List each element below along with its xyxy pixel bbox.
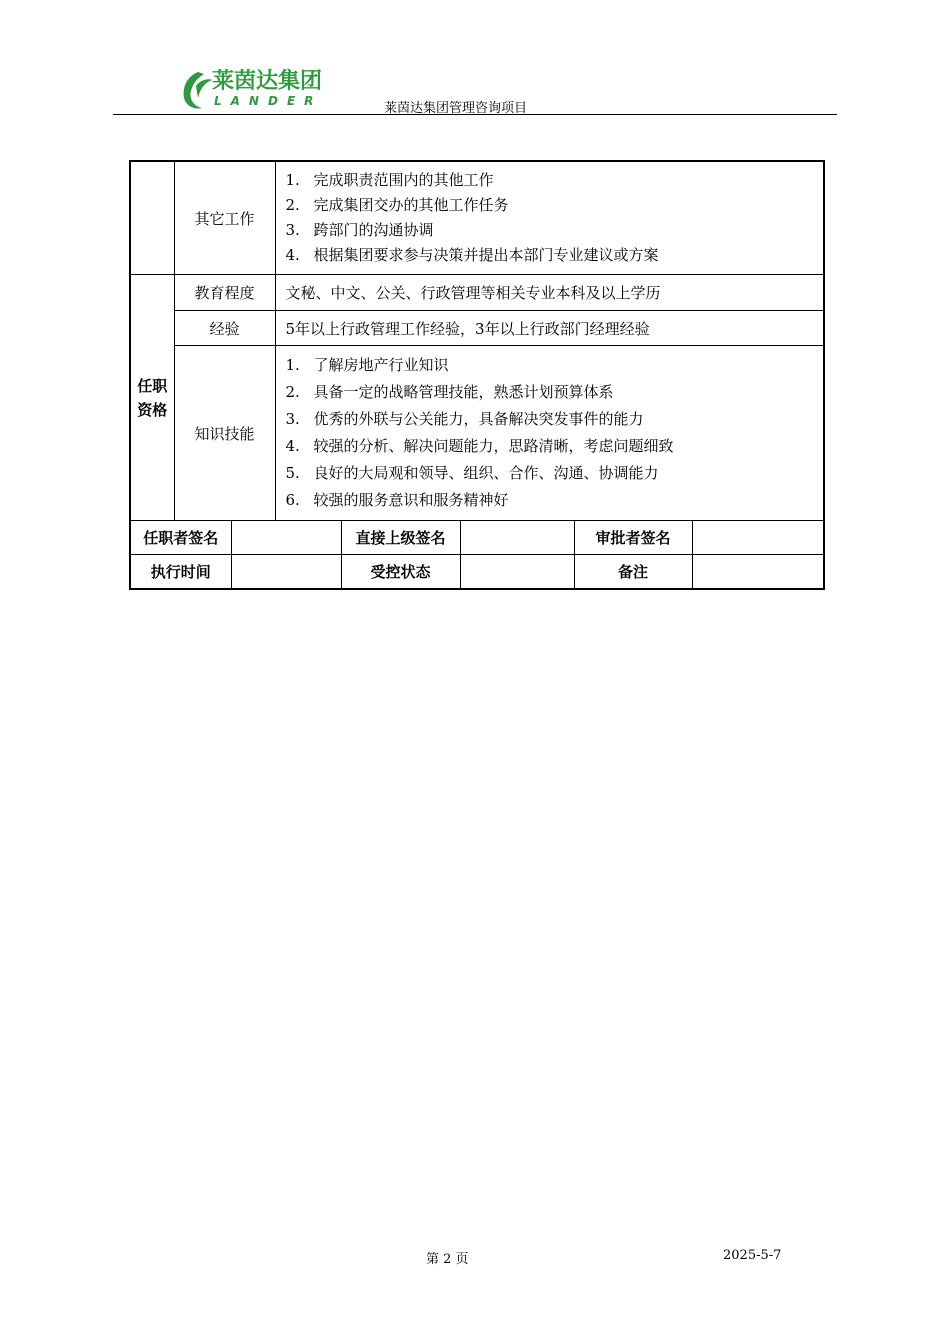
education-value: 文秘、中文、公关、行政管理等相关专业本科及以上学历 — [275, 275, 824, 311]
skills-content — [275, 346, 824, 521]
header-divider — [113, 114, 837, 115]
control-status-label: 受控状态 — [341, 555, 460, 590]
list-item: 2. 具备一定的战略管理技能，熟悉计划预算体系 — [285, 383, 614, 401]
exec-time-field[interactable] — [231, 555, 341, 590]
empty-category-cell — [130, 161, 174, 275]
remarks-field[interactable] — [692, 555, 824, 590]
footer-date: 2025-5-7 — [723, 1248, 782, 1263]
approver-signature-label: 审批者签名 — [574, 521, 692, 555]
list-item: 3. 优秀的外联与公关能力，具备解决突发事件的能力 — [285, 410, 644, 428]
remarks-label: 备注 — [574, 555, 692, 590]
control-status-field[interactable] — [460, 555, 574, 590]
supervisor-signature-field[interactable] — [460, 521, 574, 555]
other-work-label: 其它工作 — [174, 161, 275, 275]
incumbent-signature-field[interactable] — [231, 521, 341, 555]
company-logo — [180, 64, 323, 112]
list-item: 1. 完成职责范围内的其他工作 — [285, 171, 494, 189]
execution-row — [130, 555, 824, 590]
education-label: 教育程度 — [174, 275, 275, 311]
leaf-logo-icon — [180, 68, 214, 112]
list-item: 4. 较强的分析、解决问题能力，思路清晰，考虑问题细致 — [285, 437, 674, 455]
skills-label: 知识技能 — [174, 346, 275, 521]
education-row — [130, 275, 824, 311]
header-title: 莱茵达集团管理咨询项目 — [384, 101, 528, 116]
signature-row — [130, 521, 824, 555]
list-item: 5. 良好的大局观和领导、组织、合作、沟通、协调能力 — [285, 464, 659, 482]
approver-signature-field[interactable] — [692, 521, 824, 555]
other-work-row — [130, 161, 824, 275]
incumbent-signature-label: 任职者签名 — [130, 521, 231, 555]
skills-row — [130, 346, 824, 521]
list-item: 3. 跨部门的沟通协调 — [285, 221, 434, 239]
logo-text-en: LANDER — [214, 94, 323, 108]
list-item: 6. 较强的服务意识和服务精神好 — [285, 491, 509, 509]
list-item: 2. 完成集团交办的其他工作任务 — [285, 196, 509, 214]
supervisor-signature-label: 直接上级签名 — [341, 521, 460, 555]
list-item: 1. 了解房地产行业知识 — [285, 356, 449, 374]
logo-text-cn: 莱茵达集团 — [212, 69, 323, 94]
experience-label: 经验 — [174, 311, 275, 346]
job-description-table — [129, 160, 825, 590]
list-item: 4. 根据集团要求参与决策并提出本部门专业建议或方案 — [285, 246, 659, 264]
qualification-category: 任职 资格 — [130, 275, 174, 521]
other-work-content — [275, 161, 824, 275]
experience-value: 5年以上行政管理工作经验，3年以上行政部门经理经验 — [275, 311, 824, 346]
experience-row — [130, 311, 824, 346]
exec-time-label: 执行时间 — [130, 555, 231, 590]
page-number: 第 2 页 — [426, 1252, 469, 1267]
